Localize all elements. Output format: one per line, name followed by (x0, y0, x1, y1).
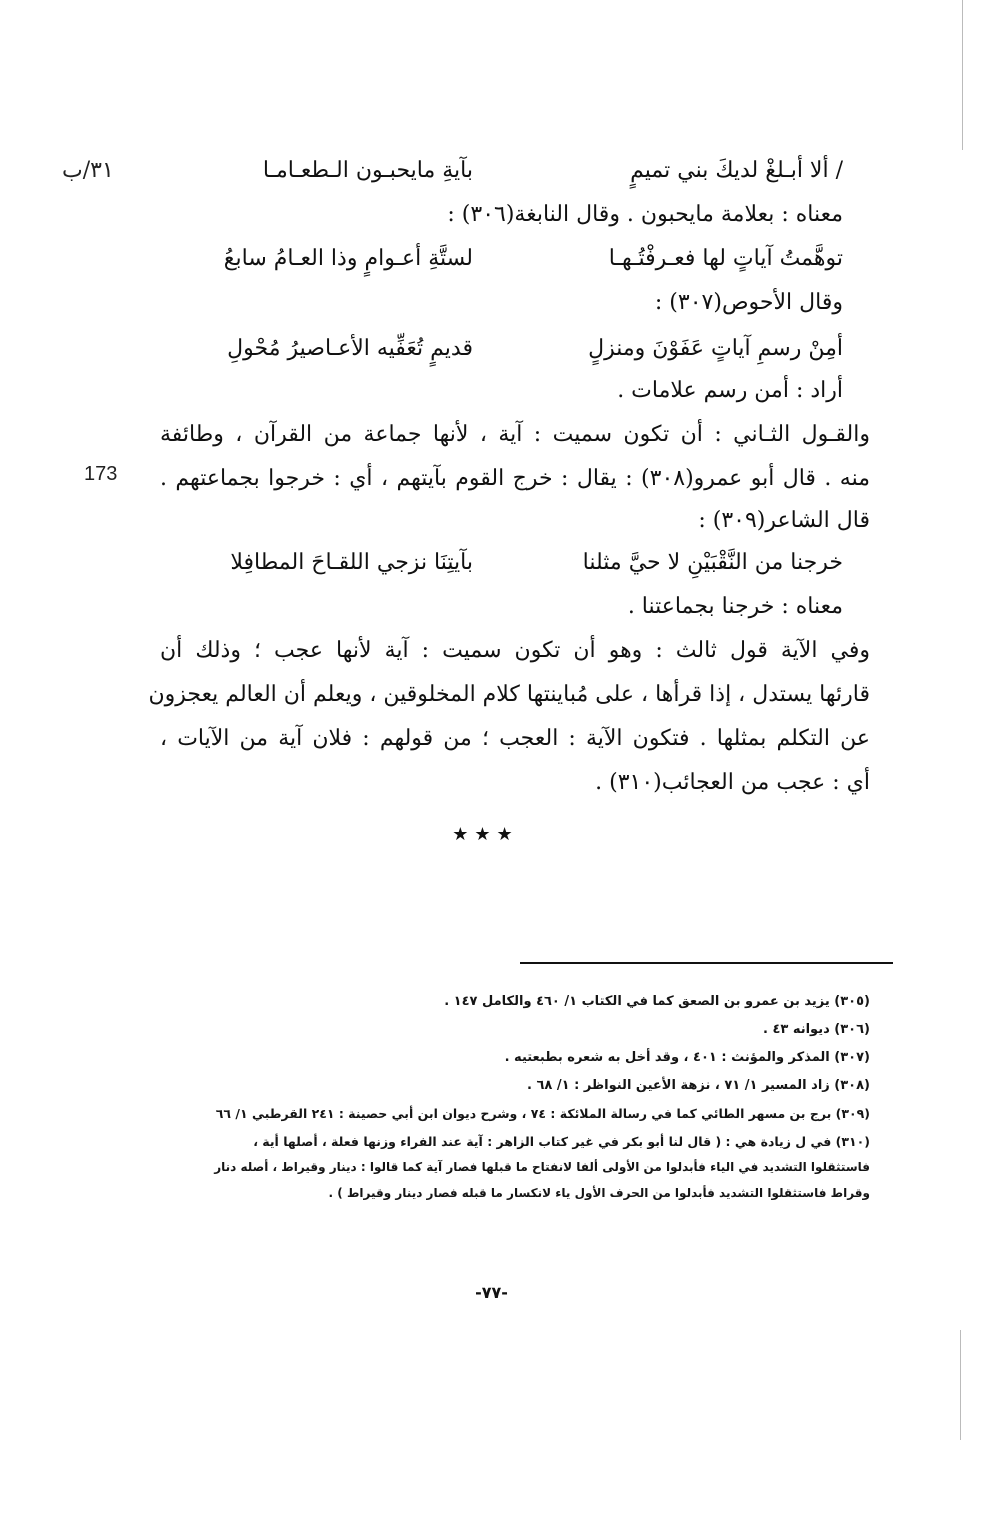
verse-3-first-hemistich: أمِنْ رسمِ آياتٍ عَفَوْنَ ومنزلٍ (588, 336, 843, 361)
verse-1-first-hemistich: / ألا أبـلغْ لديكَ بني تميمٍ (630, 158, 843, 183)
arad-line: أراد : أمن رسم علامات . (617, 378, 843, 403)
footnote-307: (٣٠٧) المذكر والمؤنث : ٤٠١ ، وقد أخل به شعره بطبعتيه . (504, 1050, 870, 1065)
footnote-309: (٣٠٩) برج بن مسهر الطائي كما في رسالة الملائكة : ٧٤ ، وشرح ديوان ابن أبي حصينة : ٢٤١ القرطبي ١/ ٦٦ (215, 1106, 870, 1121)
ahwas-line: وقال الأحوص(٣٠٧) : (654, 290, 843, 315)
verse-1 (143, 158, 843, 190)
scan-speck (960, 1330, 961, 1440)
footnote-306: (٣٠٦) ديوانه ٤٣ . (762, 1022, 870, 1037)
footnote-308: (٣٠٨) زاد المسير ١/ ٧١ ، نزهة الأعين النواظر : ١/ ٦٨ . (527, 1078, 870, 1093)
verse-4-first-hemistich: خرجنا من النَّقْبَيْنِ لا حيَّ مثلنا (582, 550, 843, 575)
verse-2-first-hemistich: توهَّمتُ آياتٍ لها فعـرفْتُـهـا (608, 246, 843, 271)
verse-2-second-hemistich: لستَّةِ أعـوامٍ وذا العـامُ سابعُ (223, 246, 473, 271)
verse-3-second-hemistich: قديمٍ تُعَفِّيه الأعـاصيرُ مُحْولِ (227, 336, 473, 361)
paragraph-2-line-3: قال الشاعر(٣٠٩) : (698, 508, 870, 533)
page-number: -٧٧- (475, 1283, 508, 1302)
footnote-310-continued-1: فاستثقلوا التشديد في الياء فأبدلوا من الأولى ألفا لانفتاح ما قبلها فصار آية كما قالوا : دينار وقيراط ، أصله دنار (214, 1160, 870, 1174)
meaning-line-2: معناه : خرجنا بجماعتنا . (627, 594, 843, 619)
scan-speck (962, 0, 963, 150)
verse-1-second-hemistich: بآيةِ مايحبـون الـطعـامـا (262, 158, 473, 183)
section-separator-stars: ★★★ (452, 824, 519, 845)
meaning-line-1: معناه : بعلامة مايحبون . وقال النابغة(٣٠٦) : (447, 202, 843, 227)
verse-4 (143, 550, 843, 582)
footnote-310-continued-2: وقراط فاستثقلوا التشديد فأبدلوا من الحرف الأول ياء لانكسار ما قبله فصار دينار وقيراط ) . (328, 1186, 870, 1200)
footnote-divider (520, 962, 893, 964)
paragraph-3-line-2: قارئها يستدل ، إذا قرأها ، على مُباينتها كلام المخلوقين ، ويعلم أن العالم يعجزون (148, 682, 870, 707)
page-reference-number: 173 (84, 463, 118, 485)
paragraph-3-line-1: وفي الآية قول ثالث : وهو أن تكون سميت : آية لأنها عجب ؛ وذلك أن (160, 638, 870, 663)
verse-2 (143, 246, 843, 278)
footnote-305: (٣٠٥) يزيد بن عمرو بن الصعق كما في الكتاب ١/ ٤٦٠ والكامل ١٤٧ . (444, 994, 870, 1009)
verse-3 (143, 336, 843, 368)
folio-marker: ٣١/ب (62, 158, 114, 183)
verse-4-second-hemistich: بآيتِنَا نزجي اللقـاحَ المطافِلا (230, 550, 473, 575)
paragraph-2-line-2: منه . قال أبو عمرو(٣٠٨) : يقال : خرج القوم بآيتهم ، أي : خرجوا بجماعتهم . (160, 466, 870, 491)
footnote-310: (٣١٠) في ل زيادة هي : ( قال لنا أبو بكر في غير كتاب الزاهر : آية عند الفراء وزنها فعلة ، أصلها أية ، (253, 1134, 870, 1149)
paragraph-2-line-1: والقـول الثـاني : أن تكون سميت : آية ، لأنها جماعة من القرآن ، وطائفة (160, 422, 870, 447)
paragraph-3-line-4: أي : عجب من العجائب(٣١٠) . (595, 770, 870, 795)
paragraph-3-line-3: عن التكلم بمثلها . فتكون الآية : العجب ؛ من قولهم : فلان آية من الآيات ، (160, 726, 870, 751)
